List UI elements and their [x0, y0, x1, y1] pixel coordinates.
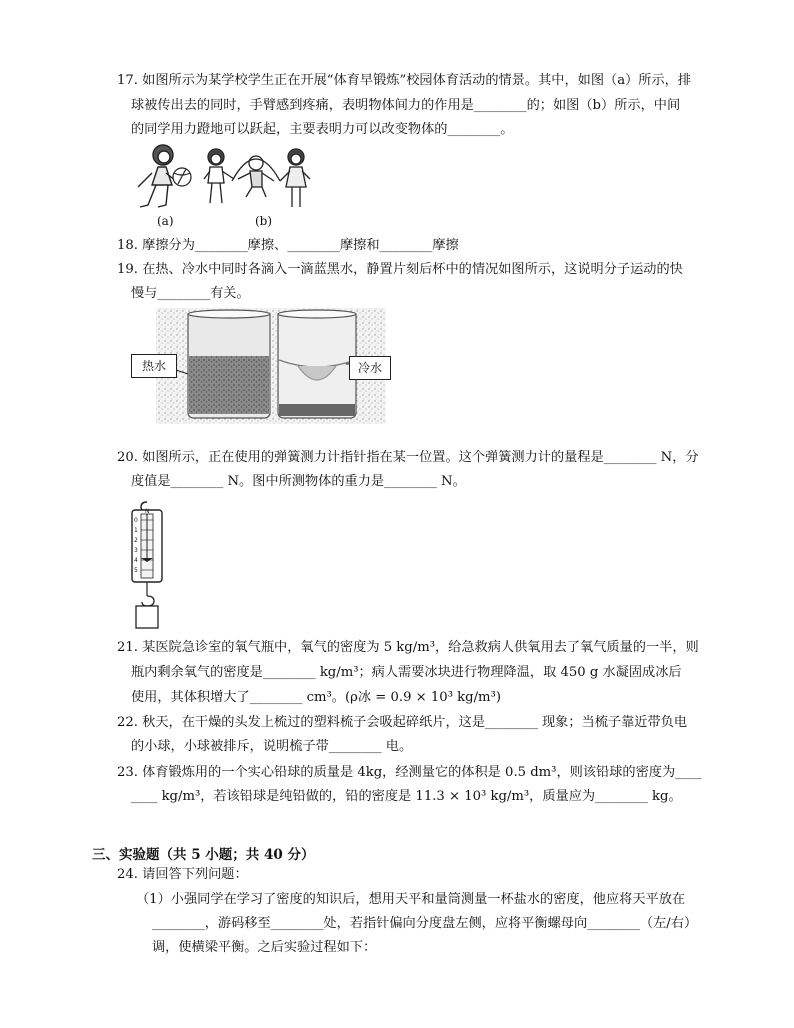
q24-line-4: 调，使横梁平衡。之后实验过程如下： — [152, 940, 377, 955]
q20-figure-spring-scale — [124, 500, 170, 632]
q19-line-2: 慢与________有关。 — [131, 286, 250, 301]
q17-caption-a: (a) — [157, 214, 174, 228]
q20-line-2: 度值是________ N。图中所测物体的重力是________ N。 — [131, 474, 466, 489]
q21-line-3: 使用，其体积增大了________ cm³。(ρ冰 = 0.9 × 10³ kg/m³) — [131, 690, 501, 705]
q24-line-1: 24. 请回答下列问题： — [117, 867, 248, 882]
hot-water-beaker — [188, 310, 270, 418]
q18-line-1: 18. 摩擦分为________摩擦、________摩擦和________摩擦 — [117, 238, 459, 253]
cold-water-label: 冷水 — [349, 356, 391, 380]
scale-unit: N — [145, 508, 150, 515]
jumping-boy-figure — [232, 156, 280, 197]
q19-line-1: 19. 在热、冷水中同时各滴入一滴蓝黑水，静置片刻后杯中的情况如图所示，这说明分子运动的快 — [117, 262, 683, 277]
scale-label-1: 1 — [134, 527, 138, 534]
scale-label-0: 0 — [134, 517, 138, 524]
q20-line-1: 20. 如图所示，正在使用的弹簧测力计指针指在某一位置。这个弹簧测力计的量程是________ N，分 — [117, 450, 699, 465]
jumping-girl-right-figure — [280, 149, 310, 207]
q24-line-3: ________，游码移至________处，若指针偏向分度盘左侧，应将平衡螺母向________（左/右） — [152, 916, 698, 931]
q21-line-2: 瓶内剩余氧气的密度是________ kg/m³；病人需要冰块进行物理降温，取 450 g 水凝固成冰后 — [131, 665, 682, 680]
q22-line-1: 22. 秋天，在干燥的头发上梳过的塑料梳子会吸起碎纸片，这是________ 现象；当梳子靠近带负电 — [117, 715, 688, 730]
q24-line-2: （1）小强同学在学习了密度的知识后，想用天平和量筒测量一杯盐水的密度，他应将天平放在 — [136, 892, 686, 907]
q17-line-1: 17. 如图所示为某学校学生正在开展“体育早锻炼”校园体育活动的情景。其中，如图（a）所示，排 — [117, 73, 692, 88]
cold-water-beaker — [278, 310, 356, 418]
jumping-girl-left-figure — [204, 149, 234, 203]
q17-caption-b: (b) — [255, 214, 273, 228]
q17-line-2: 球被传出去的同时，手臂感到疼痛，表明物体间力的作用是________的；如图（b）所示，中间 — [131, 98, 681, 113]
section-three-title: 三、实验题（共 5 小题；共 40 分） — [92, 847, 315, 863]
hanging-weight — [136, 606, 158, 628]
volleyball-player-figure — [138, 145, 176, 207]
q23-line-2: ____ kg/m³，若该铅球是纯铅做的，铅的密度是 11.3 × 10³ kg/m³，质量应为________ kg。 — [131, 789, 682, 804]
scale-label-5: 5 — [134, 567, 138, 574]
q23-line-1: 23. 体育锻炼用的一个实心铅球的质量是 4kg，经测量它的体积是 0.5 dm³，则该铅球的密度为____ — [117, 765, 702, 780]
q17-figure-sports — [128, 143, 338, 215]
scale-label-3: 3 — [134, 547, 138, 554]
volleyball-figure — [173, 168, 191, 186]
scale-label-2: 2 — [134, 537, 138, 544]
bottom-hook — [142, 596, 154, 606]
q21-line-1: 21. 某医院急诊室的氧气瓶中，氧气的密度为 5 kg/m³，给急救病人供氧用去了氧气质量的一半，则 — [117, 640, 699, 655]
scale-label-4: 4 — [134, 557, 138, 564]
q22-line-2: 的小球，小球被排斥，说明梳子带________ 电。 — [131, 739, 413, 754]
hot-water-label: 热水 — [131, 354, 177, 378]
q17-line-3: 的同学用力蹬地可以跃起，主要表明力可以改变物体的________。 — [131, 122, 514, 137]
